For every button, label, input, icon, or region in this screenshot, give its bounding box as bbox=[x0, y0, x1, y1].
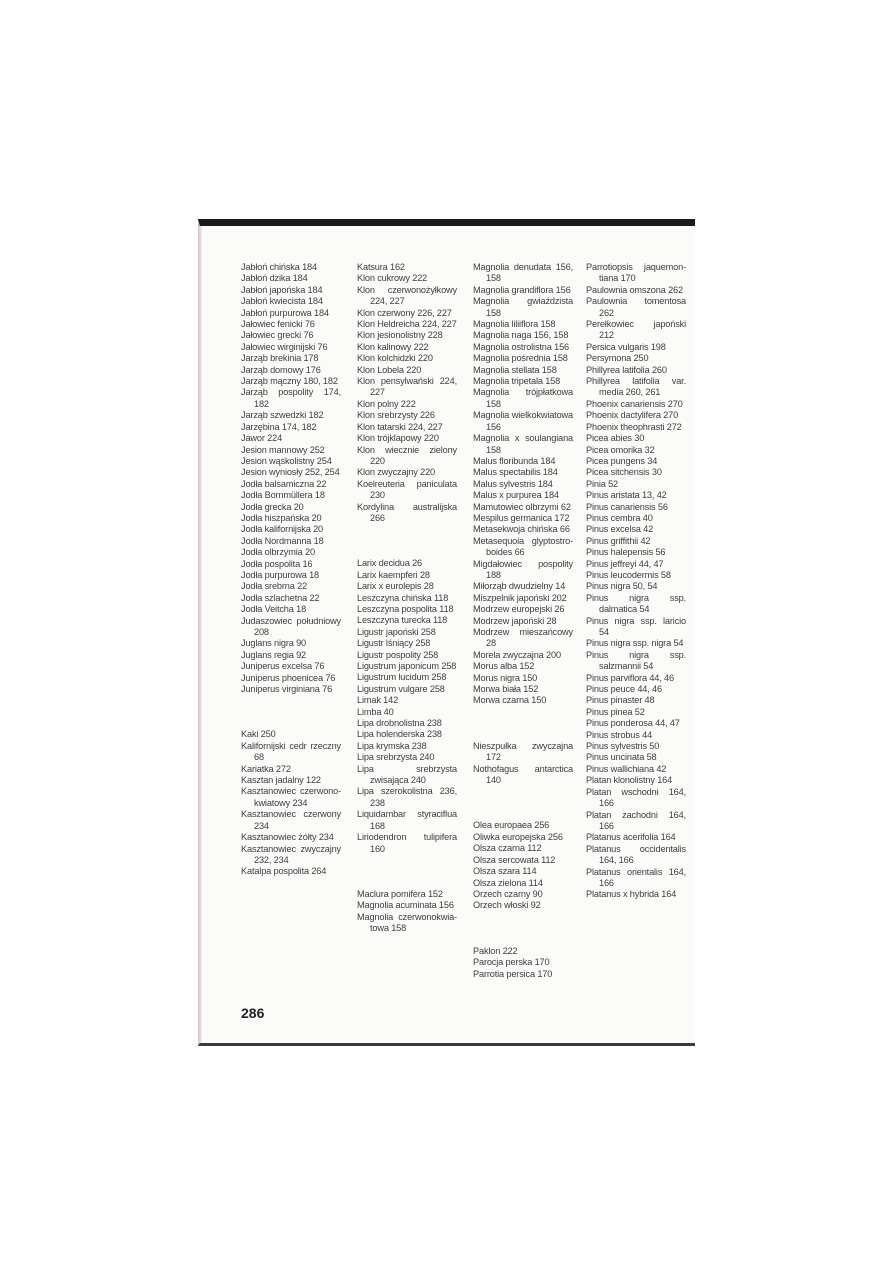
index-entry: Magnolia pośrednia 158 bbox=[473, 353, 568, 364]
index-entry: Klon Heldreicha 224, 227 bbox=[357, 319, 457, 330]
index-entry: Picea omorika 32 bbox=[586, 444, 655, 455]
index-entry: Malus floribunda 184 bbox=[473, 455, 556, 466]
index-entry: Pinus strobus 44 bbox=[586, 729, 653, 740]
index-entry: Nothofagus antarctica 140 bbox=[473, 763, 573, 786]
index-entry: Jarzębina 174, 182 bbox=[241, 421, 317, 432]
index-entry: Pinus nigra ssp. salzmannii 54 bbox=[586, 649, 686, 672]
index-entry: Magnolia acuminata 156 bbox=[357, 900, 454, 911]
index-entry: Magnolia liliiflora 158 bbox=[473, 319, 556, 330]
index-entry: Magnolia ostrolistna 156 bbox=[473, 341, 569, 352]
index-entry: Phoenix canariensis 270 bbox=[586, 398, 683, 409]
index-entry: Magnolia x soulangiana 158 bbox=[473, 433, 573, 455]
index-entry: Limba 40 bbox=[357, 706, 394, 717]
page-number: 286 bbox=[241, 1005, 265, 1021]
index-entry: Jesion mannowy 252 bbox=[241, 444, 325, 455]
index-entry: Klon pensylwański 224, 227 bbox=[357, 376, 457, 398]
index-entry: Juniperus phoenicea 76 bbox=[241, 672, 336, 683]
index-entry: Lipa szerokolistna 236, 238 bbox=[357, 786, 457, 808]
index-entry: Klon wiecznie zielony 220 bbox=[357, 444, 457, 466]
index-entry: Parrotia persica 170 bbox=[473, 968, 553, 979]
index-entry: Klon trójklapowy 220 bbox=[357, 433, 439, 444]
index-entry: Klon srebrzysty 226 bbox=[357, 410, 435, 421]
index-entry: Jodła grecka 20 bbox=[241, 501, 304, 512]
index-entry: Magnolia gwiaździsta 158 bbox=[473, 296, 573, 318]
index-entry: Modrzew europejski 26 bbox=[473, 604, 565, 615]
index-entry: Judaszowiec południowy 208 bbox=[241, 615, 341, 637]
index-entry: Magnolia czerwonokwia-towa 158 bbox=[357, 911, 457, 934]
index-column-1 bbox=[241, 262, 341, 878]
index-entry: Klon tatarski 224, 227 bbox=[357, 421, 443, 432]
index-entry: Picea pungens 34 bbox=[586, 455, 658, 466]
index-entry: Platanus x hybrida 164 bbox=[586, 889, 677, 900]
index-entry: Jarząb brekinia 178 bbox=[241, 353, 319, 364]
index-entry: Jarząb pospolity 174, 182 bbox=[241, 387, 341, 409]
index-entry: Olsza szara 114 bbox=[473, 866, 537, 877]
index-entry: Jabłoń chińska 184 bbox=[241, 262, 317, 272]
index-entry: Metasekwoja chińska 66 bbox=[473, 524, 570, 535]
index-entry: Klon cukrowy 222 bbox=[357, 273, 428, 284]
index-entry: Modrzew japoński 28 bbox=[473, 615, 557, 626]
index-entry: Kasztanowiec czerwony 234 bbox=[241, 809, 341, 831]
index-entry: Malus sylvestris 184 bbox=[473, 478, 553, 489]
index-entry: Katsura 162 bbox=[357, 262, 405, 272]
index-entry: Klon kolchidzki 220 bbox=[357, 353, 433, 364]
index-entry: Jodła hiszpańska 20 bbox=[241, 512, 322, 523]
letter-group-gap bbox=[473, 707, 573, 741]
index-entry: Pinus nigra ssp. laricio 54 bbox=[586, 615, 686, 637]
index-entry: Platan klonolistny 164 bbox=[586, 775, 673, 786]
index-entry: Malus spectabilis 184 bbox=[473, 467, 558, 478]
index-entry: Maclura pomifera 152 bbox=[357, 888, 443, 899]
index-entry: Pinus jeffreyi 44, 47 bbox=[586, 558, 664, 569]
index-entry: Jodła balsamiczna 22 bbox=[241, 478, 327, 489]
index-entry: Phillyrea latifolia 260 bbox=[586, 364, 667, 375]
index-entry: Platan zachodni 164, 166 bbox=[586, 809, 686, 831]
index-entry: Klon Lobela 220 bbox=[357, 364, 422, 375]
index-entry: Larix x eurolepis 28 bbox=[357, 581, 434, 592]
index-entry: Juniperus excelsa 76 bbox=[241, 661, 325, 672]
index-entry: Jodła pospolita 16 bbox=[241, 558, 313, 569]
index-entry: Juniperus virginiana 76 bbox=[241, 684, 333, 695]
index-entry: Morwa biała 152 bbox=[473, 684, 539, 695]
letter-group-gap bbox=[473, 786, 573, 820]
index-entry: Juglans nigra 90 bbox=[241, 638, 307, 649]
index-entry: Kalifornijski cedr rzeczny 68 bbox=[241, 740, 341, 763]
index-entry: Pinus nigra ssp. nigra 54 bbox=[586, 638, 684, 649]
index-entry: Magnolia grandiflora 156 bbox=[473, 284, 571, 295]
letter-group-gap bbox=[357, 524, 457, 558]
index-entry: Klon czerwony 226, 227 bbox=[357, 307, 452, 318]
index-entry: Olea europaea 256 bbox=[473, 820, 550, 831]
index-entry: Pinus halepensis 56 bbox=[586, 547, 666, 558]
index-entry: Pinus wallichiana 42 bbox=[586, 763, 667, 774]
index-entry: Morwa czarna 150 bbox=[473, 695, 547, 706]
index-entry: Jodła Nordmanna 18 bbox=[241, 535, 324, 546]
index-entry: Jałowiec fenicki 76 bbox=[241, 319, 315, 330]
index-column-4 bbox=[586, 262, 686, 901]
index-entry: Kordylina australijska 266 bbox=[357, 501, 457, 523]
index-entry: Lipa srebrzysta 240 bbox=[357, 752, 435, 763]
index-entry: Morela zwyczajna 200 bbox=[473, 649, 561, 660]
index-entry: Pinus sylvestris 50 bbox=[586, 741, 660, 752]
index-entry: Jabłoń kwiecista 184 bbox=[241, 296, 323, 307]
index-entry: Leszczyna pospolita 118 bbox=[357, 603, 454, 614]
index-entry: Jabłoń purpurowa 184 bbox=[241, 307, 329, 318]
index-entry: Liriodendron tulipifera 160 bbox=[357, 832, 457, 854]
index-entry: Pinus canariensis 56 bbox=[586, 501, 668, 512]
index-entry: Klon czerwonożyłkowy 224, 227 bbox=[357, 284, 457, 307]
index-entry: Mespilus germanica 172 bbox=[473, 512, 570, 523]
index-entry: Liquidambar styraciflua 168 bbox=[357, 809, 457, 831]
index-entry: Nieszpułka zwyczajna 172 bbox=[473, 740, 573, 763]
index-entry: Jodła Veitcha 18 bbox=[241, 604, 307, 615]
index-entry: Pinus peuce 44, 46 bbox=[586, 684, 662, 695]
index-entry: Jodła kalifornijska 20 bbox=[241, 524, 323, 535]
index-entry: Pinus griffithii 42 bbox=[586, 535, 651, 546]
index-entry: Klon zwyczajny 220 bbox=[357, 467, 435, 478]
index-entry: Ligustr pospolity 258 bbox=[357, 649, 439, 660]
index-entry: Orzech włoski 92 bbox=[473, 900, 541, 911]
index-entry: Olsza zielona 114 bbox=[473, 877, 543, 888]
index-entry: Klon kalinowy 222 bbox=[357, 341, 429, 352]
index-entry: Lipa drobnolistna 238 bbox=[357, 718, 442, 729]
letter-group-gap bbox=[357, 855, 457, 889]
index-entry: Kasztanowiec zwyczajny 232, 234 bbox=[241, 843, 341, 865]
index-entry: Lipa srebrzysta zwisająca 240 bbox=[357, 763, 457, 786]
index-entry: Kasztan jadalny 122 bbox=[241, 775, 321, 786]
index-entry: Platanus acerifolia 164 bbox=[586, 832, 676, 843]
index-entry: Picea sitchensis 30 bbox=[586, 467, 662, 478]
index-entry: Katalpa pospolita 264 bbox=[241, 866, 327, 877]
index-entry: Pinia 52 bbox=[586, 478, 619, 489]
index-entry: Magnolia denudata 156, 158 bbox=[473, 262, 573, 284]
index-entry: Morus alba 152 bbox=[473, 661, 535, 672]
index-entry: Magnolia stellata 158 bbox=[473, 364, 557, 375]
index-entry: Olsza sercowata 112 bbox=[473, 854, 556, 865]
letter-group-gap bbox=[241, 695, 341, 729]
index-entry: Orzech czarny 90 bbox=[473, 888, 543, 899]
index-entry: Persica vulgaris 198 bbox=[586, 341, 666, 352]
index-entry: Miłorząb dwudzielny 14 bbox=[473, 581, 566, 592]
index-entry: Jałowiec wirginijski 76 bbox=[241, 341, 328, 352]
index-entry: Metasequoia glyptostro-boides 66 bbox=[473, 535, 573, 558]
index-entry: Jarząb mączny 180, 182 bbox=[241, 376, 338, 387]
index-entry: Pinus leucodermis 58 bbox=[586, 569, 671, 580]
index-entry: Jodła olbrzymia 20 bbox=[241, 547, 315, 558]
index-entry: Pinus aristata 13, 42 bbox=[586, 490, 667, 501]
index-column-3 bbox=[473, 262, 573, 980]
index-entry: Olsza czarna 112 bbox=[473, 843, 542, 854]
index-entry: Persymona 250 bbox=[586, 353, 649, 364]
index-entry: Jabłoń dzika 184 bbox=[241, 273, 308, 284]
index-entry: Kasztanowiec czerwono-kwiatowy 234 bbox=[241, 786, 341, 808]
index-entry: Pinus nigra 50, 54 bbox=[586, 581, 658, 592]
index-entry: Jesion wyniosły 252, 254 bbox=[241, 467, 340, 478]
index-entry: Kasztanowiec żółty 234 bbox=[241, 832, 334, 843]
index-entry: Ligustrum vulgare 258 bbox=[357, 683, 445, 694]
index-entry: Ligustr japoński 258 bbox=[357, 626, 436, 637]
index-entry: Phoenix dactylifera 270 bbox=[586, 410, 679, 421]
index-entry: Pinus nigra ssp. dalmatica 54 bbox=[586, 592, 686, 615]
letter-group-gap bbox=[473, 912, 573, 946]
index-entry: Jodła Bornmüllera 18 bbox=[241, 490, 325, 501]
index-entry: Lipa holenderska 238 bbox=[357, 729, 442, 740]
index-entry: Magnolia tripetala 158 bbox=[473, 376, 561, 387]
index-entry: Leszczyna turecka 118 bbox=[357, 615, 448, 626]
index-entry: Pinus excelsa 42 bbox=[586, 524, 654, 535]
index-entry: Paulownia tomentosa 262 bbox=[586, 296, 686, 318]
index-entry: Jałowiec grecki 76 bbox=[241, 330, 314, 341]
index-entry: Paklon 222 bbox=[473, 945, 518, 956]
index-entry: Ligustrum lucidum 258 bbox=[357, 672, 447, 683]
index-entry: Larix decidua 26 bbox=[357, 558, 423, 569]
index-entry: Malus x purpurea 184 bbox=[473, 490, 559, 501]
index-entry: Phillyrea latifolia var. media 260, 261 bbox=[586, 376, 686, 398]
index-entry: Klon polny 222 bbox=[357, 398, 416, 409]
index-entry: Lipa krymska 238 bbox=[357, 740, 427, 751]
index-entry: Leszczyna chińska 118 bbox=[357, 592, 449, 603]
index-entry: Modrzew mieszańcowy 28 bbox=[473, 627, 573, 649]
index-entry: Larix kaempferi 28 bbox=[357, 569, 430, 580]
index-entry: Magnolia wielkokwiatowa 156 bbox=[473, 410, 573, 432]
index-entry: Migdałowiec pospolity 188 bbox=[473, 558, 573, 580]
index-entry: Jodła purpurowa 18 bbox=[241, 569, 320, 580]
index-entry: Limak 142 bbox=[357, 695, 399, 706]
index-entry: Pinus uncinata 58 bbox=[586, 752, 657, 763]
index-entry: Pinus pinaster 48 bbox=[586, 695, 655, 706]
index-entry: Kaki 250 bbox=[241, 729, 276, 740]
index-entry: Miszpelnik japoński 202 bbox=[473, 592, 567, 603]
index-entry: Platan wschodni 164, 166 bbox=[586, 786, 686, 809]
index-entry: Paulownia omszona 262 bbox=[586, 284, 683, 295]
index-entry: Oliwka europejska 256 bbox=[473, 831, 563, 842]
index-entry: Jesion wąskolistny 254 bbox=[241, 455, 332, 466]
index-entry: Perełkowiec japoński 212 bbox=[586, 319, 686, 341]
index-column-2 bbox=[357, 262, 457, 935]
index-entry: Magnolia trójpłatkowa 158 bbox=[473, 387, 573, 409]
index-entry: Morus nigra 150 bbox=[473, 672, 538, 683]
index-entry: Klon jesionolistny 228 bbox=[357, 330, 443, 341]
index-entry: Koelreuteria paniculata 230 bbox=[357, 478, 457, 501]
index-entry: Platanus orientalis 164, 166 bbox=[586, 866, 686, 888]
page-edge-shadow bbox=[198, 226, 202, 1043]
index-entry: Parrotiopsis jaquemon-tiana 170 bbox=[586, 262, 686, 284]
index-entry: Parocja perska 170 bbox=[473, 957, 550, 968]
index-entry: Pinus ponderosa 44, 47 bbox=[586, 718, 680, 729]
index-entry: Mamutowiec olbrzymi 62 bbox=[473, 501, 571, 512]
index-entry: Ligustr lśniący 258 bbox=[357, 638, 431, 649]
index-entry: Picea abies 30 bbox=[586, 433, 645, 444]
index-entry: Pinus pinea 52 bbox=[586, 706, 645, 717]
index-entry: Jarząb szwedzki 182 bbox=[241, 410, 324, 421]
index-entry: Platanus occidentalis 164, 166 bbox=[586, 843, 686, 866]
index-entry: Pinus parviflora 44, 46 bbox=[586, 672, 674, 683]
index-entry: Phoenix theophrasti 272 bbox=[586, 421, 682, 432]
index-entry: Juglans regia 92 bbox=[241, 649, 307, 660]
index-entry: Magnolia naga 156, 158 bbox=[473, 330, 569, 341]
index-entry: Kariatka 272 bbox=[241, 763, 291, 774]
index-entry: Ligustrum japonicum 258 bbox=[357, 661, 457, 671]
index-entry: Pinus cembra 40 bbox=[586, 512, 653, 523]
index-entry: Jawor 224 bbox=[241, 433, 283, 444]
index-entry: Jabłoń japońska 184 bbox=[241, 284, 323, 295]
index-entry: Jarząb domowy 176 bbox=[241, 364, 321, 375]
index-entry: Jodła szlachetna 22 bbox=[241, 592, 320, 603]
index-entry: Jodła srebrna 22 bbox=[241, 581, 308, 592]
